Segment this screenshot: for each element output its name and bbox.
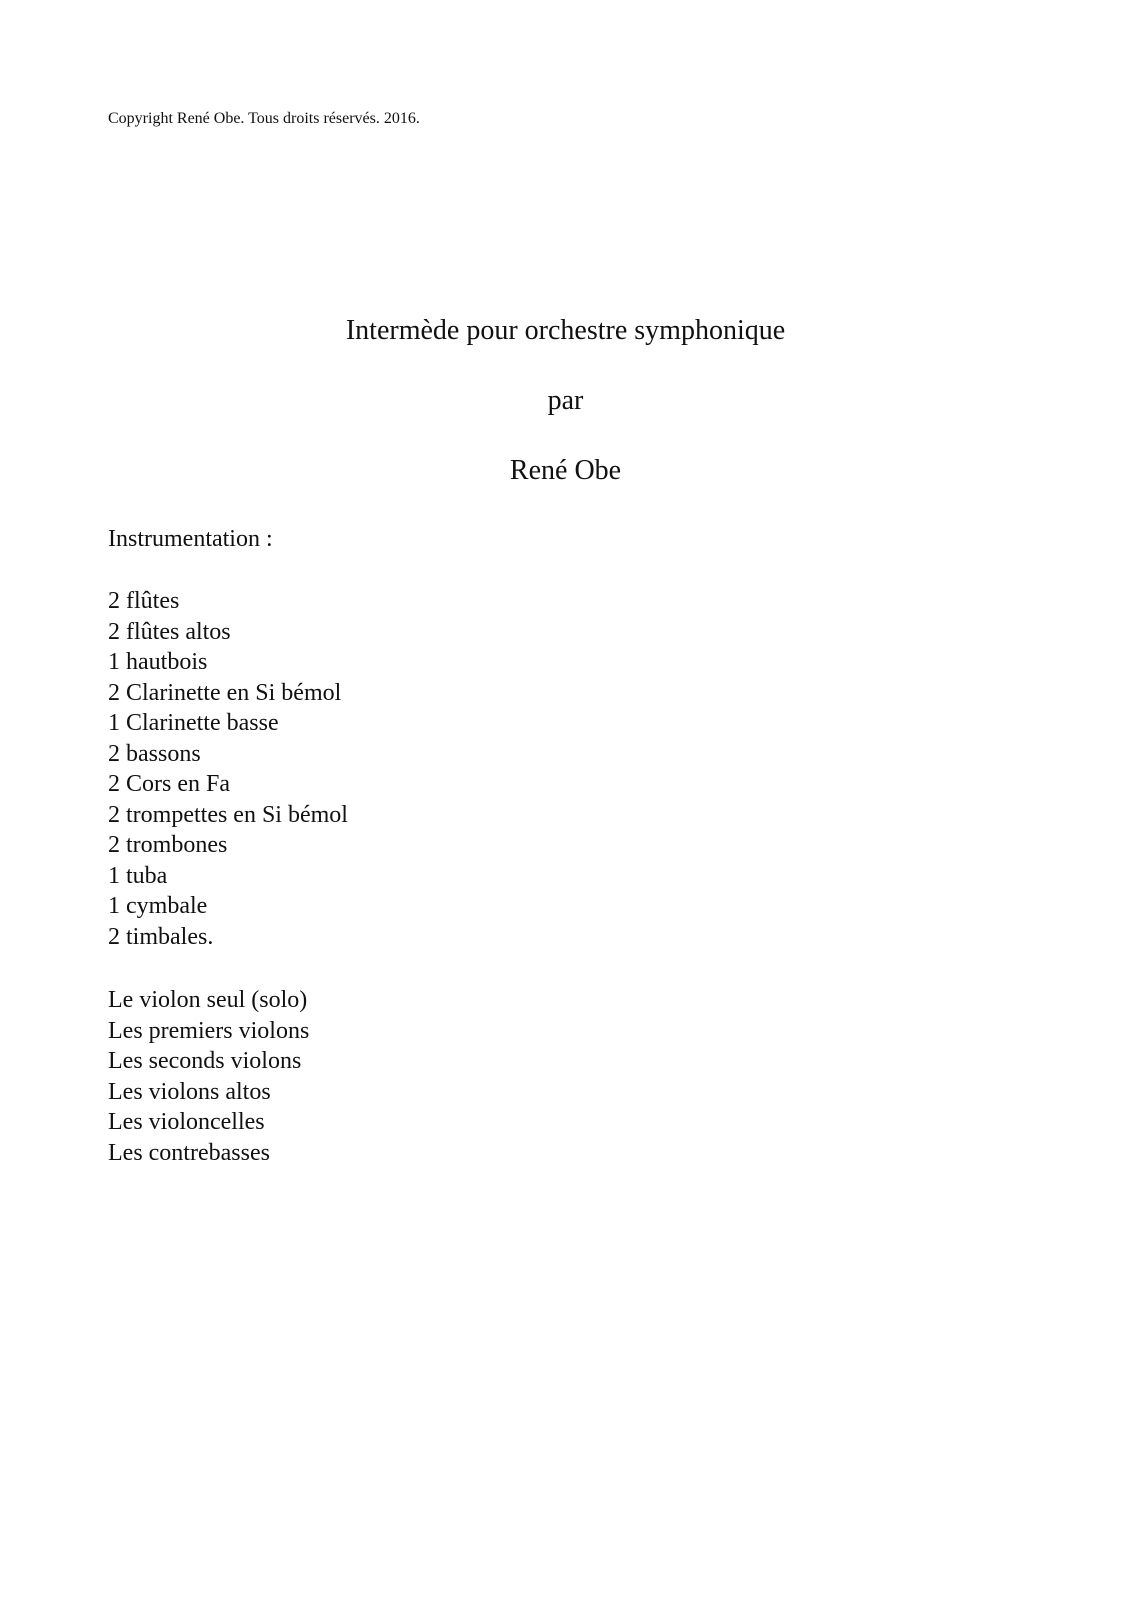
winds-percussion-list <box>108 586 348 952</box>
list-item: 2 Cors en Fa <box>108 771 230 797</box>
copyright-notice: Copyright René Obe. Tous droits réservés. 2016. <box>108 110 420 127</box>
list-item: 2 trombones <box>108 832 228 858</box>
by-line: par <box>547 385 584 416</box>
list-item: Les seconds violons <box>108 1048 302 1074</box>
list-item: 1 hautbois <box>108 649 208 675</box>
list-item: Les premiers violons <box>108 1017 310 1044</box>
list-item: 1 Clarinette basse <box>108 710 279 736</box>
list-item: 2 trompettes en Si bémol <box>108 801 348 828</box>
instrumentation-heading: Instrumentation : <box>108 526 273 552</box>
page-title: Intermède pour orchestre symphonique <box>345 315 786 346</box>
list-item: 1 cymbale <box>108 893 208 919</box>
list-item: 2 Clarinette en Si bémol <box>108 679 342 706</box>
list-item: Les contrebasses <box>108 1139 270 1166</box>
composer-name: René Obe <box>509 455 622 486</box>
list-item: Le violon seul (solo) <box>108 987 308 1013</box>
list-item: 2 flûtes <box>108 588 180 614</box>
list-item: 1 tuba <box>108 862 168 889</box>
list-item: 2 bassons <box>108 740 201 767</box>
list-item: 2 flûtes altos <box>108 618 231 645</box>
strings-list <box>108 985 309 1168</box>
list-item: 2 timbales. <box>108 923 214 950</box>
list-item: Les violoncelles <box>108 1109 265 1135</box>
list-item: Les violons altos <box>108 1078 271 1105</box>
